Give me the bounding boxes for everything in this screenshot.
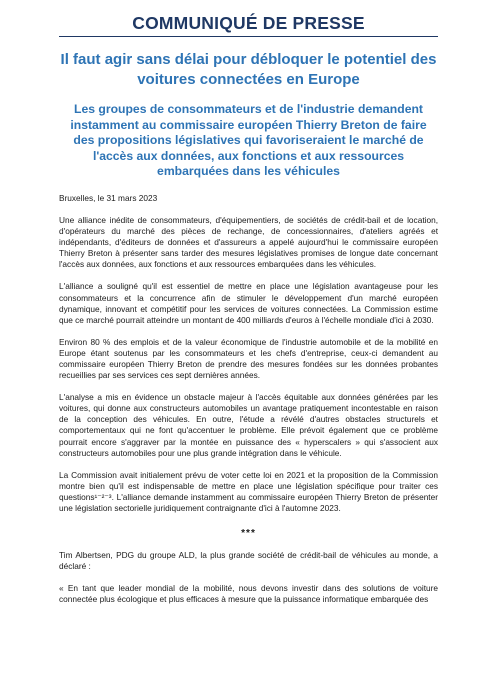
header-underline bbox=[59, 36, 438, 37]
dateline: Bruxelles, le 31 mars 2023 bbox=[59, 192, 158, 203]
section-separator: *** bbox=[241, 528, 256, 540]
subheadline: Les groupes de consommateurs et de l'industrie demandent instamment au commissaire européen Thierry Breton de faire des propositions législatives qui favoriseraient le marché de l'accès aux données, aux fonctions et aux ressources embarquées dans les véhicules bbox=[70, 102, 427, 179]
body-paragraph-3: Environ 80 % des emplois et de la valeur économique de l'industrie automobile et de la mobilité en Europe étant soutenus par les consommateurs et les chefs d'entreprise, ceux-ci demandent au commissaire européen Thierry Breton de prendre des mesures fondées sur les données probantes recueillies par ses services ces sept dernières années. bbox=[59, 336, 438, 381]
document-header-title: COMMUNIQUÉ DE PRESSE bbox=[132, 13, 365, 33]
headline: Il faut agir sans délai pour débloquer le potentiel des voitures connectées en Europe bbox=[60, 51, 437, 88]
quote-text: « En tant que leader mondial de la mobilité, nous devons investir dans des solutions de voiture connectée plus écologique et plus efficaces à mesure que la puissance informatique embarquée des bbox=[59, 583, 438, 605]
body-paragraph-1: Une alliance inédite de consommateurs, d'équipementiers, de sociétés de crédit-bail et de location, d'opérateurs du marché des pièces de rechange, de concessionnaires, d'ateliers agréés et indépendants, d'éditeurs de données et d'assureurs a appelé aujourd'hui le commissaire européen Thierry Breton à présenter sans tarder des mesures législatives promises de longue date concernant l'accès aux données, aux fonctions et aux ressources embarquées dans les véhicules. bbox=[59, 214, 438, 270]
body-paragraph-4: L'analyse a mis en évidence un obstacle majeur à l'accès équitable aux données générées par les voitures, qui donne aux constructeurs automobiles un avantage pratiquement incontestable en raison de la conception des véhicules. En outre, l'étude a révélé d'autres obstacles structurels et comportementaux qui ne font qu'accentuer le problème. Elle prévoit également que ce problème pourrait encore s'aggraver par la montée en puissance des « hyperscalers » qui s'associent aux constructeurs automobiles pour une plus grande intégration dans le véhicule. bbox=[59, 392, 438, 458]
body-paragraph-2: L'alliance a souligné qu'il est essentiel de mettre en place une législation avantageuse pour les consommateurs et la concurrence afin de stimuler le développement d'un marché européen dynamique, innovant et compétitif pour les services de voitures connectées. La Commission estime que ce marché pourrait atteindre un montant de 400 milliards d'euros à l'échelle mondiale d'ici à 2030. bbox=[59, 281, 438, 325]
quote-intro: Tim Albertsen, PDG du groupe ALD, la plus grande société de crédit-bail de véhicules au monde, a déclaré : bbox=[59, 550, 438, 572]
body-paragraph-5: La Commission avait initialement prévu de voter cette loi en 2021 et la proposition de la Commission montre bien qu'il est indispensable de mettre en place une législation spécifique pour traiter ces questions¹⁻²⁻³. L'alliance demande instamment au commissaire européen Thierry Breton de présenter une législation sectorielle juridiquement contraignante d'ici à l'automne 2023. bbox=[59, 469, 438, 514]
